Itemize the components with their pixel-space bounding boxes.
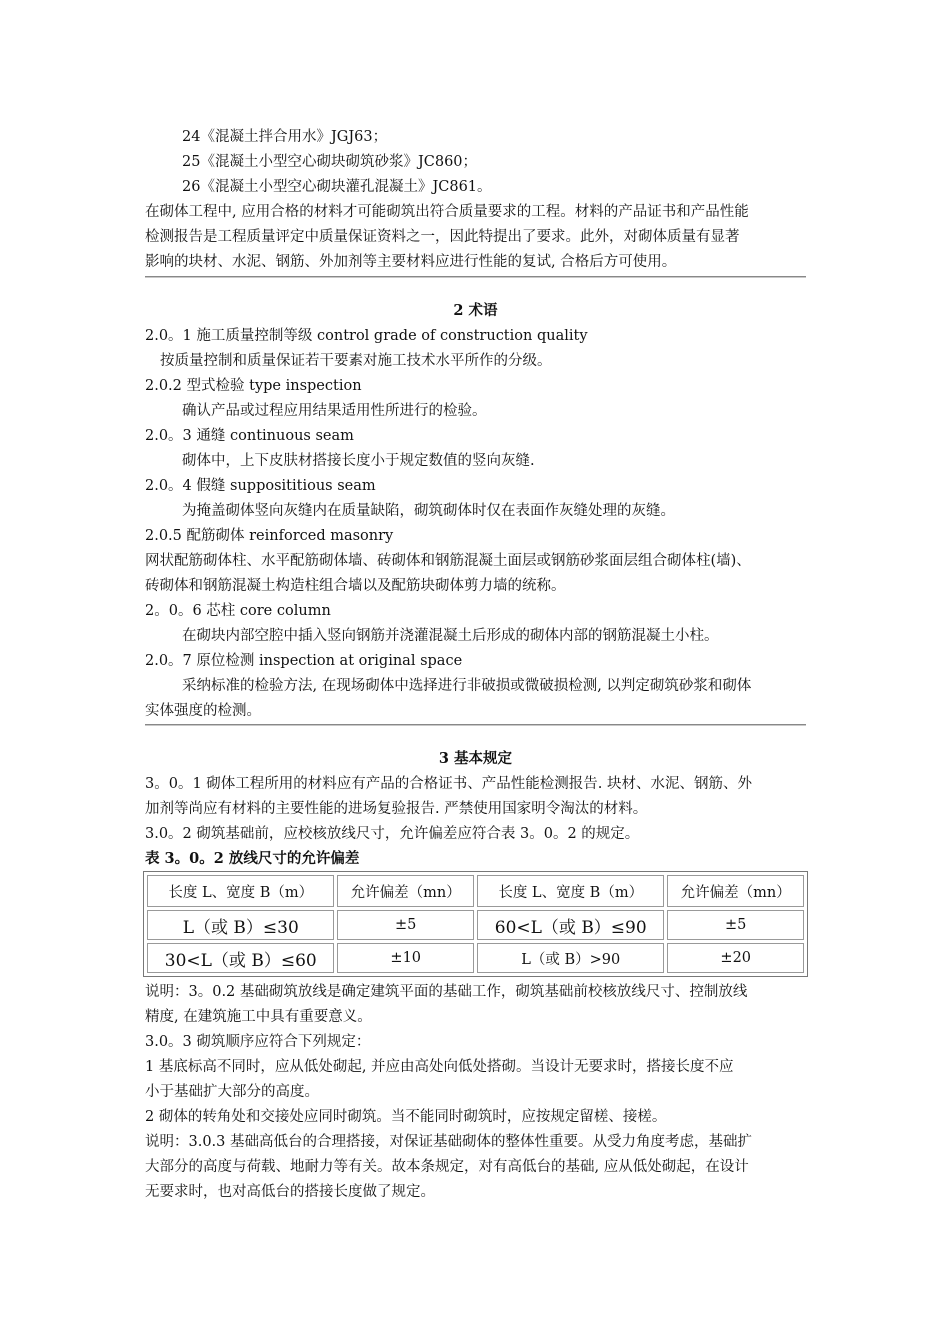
note-text: 大部分的高度与荷载、地耐力等有关。故本条规定，对有高低台的基础, 应从低处砌起，在设计	[145, 1159, 749, 1175]
table-header-cell: 允许偏差（mn）	[667, 875, 804, 907]
term-definition: 采纳标准的检验方法, 在现场砌体中选择进行非破损或微破损检测, 以判定砌筑砂浆和砌体	[182, 678, 752, 694]
table-cell: 30<L（或 B）≤60	[147, 943, 334, 973]
table-row	[147, 910, 804, 940]
table-header-row	[147, 875, 804, 907]
section-heading: 3 基本规定	[438, 750, 513, 767]
term-definition: 砌体中，上下皮肤材搭接长度小于规定数值的竖向灰缝.	[182, 453, 535, 469]
clause-item: 1 基底标高不同时，应从低处砌起, 并应由高处向低处搭砌。当设计无要求时，搭接长度不应	[145, 1059, 734, 1075]
term-title: 2.0.5 配筋砌体 reinforced masonry	[145, 528, 394, 544]
note-text: 无要求时，也对高低台的搭接长度做了规定。	[145, 1184, 435, 1200]
term-definition: 按质量控制和质量保证若干要素对施工技术水平所作的分级。	[160, 353, 552, 369]
section-divider	[145, 724, 806, 726]
table-cell: ±20	[667, 943, 804, 973]
table-header-cell: 长度 L、宽度 B（m）	[477, 875, 664, 907]
table-cell: ±5	[667, 910, 804, 940]
clause-text: 3.0。3 砌筑顺序应符合下列规定：	[145, 1034, 371, 1050]
term-title: 2.0.2 型式检验 type inspection	[145, 378, 362, 394]
clause-text: 加剂等尚应有材料的主要性能的进场复验报告. 严禁使用国家明令淘汰的材料。	[145, 801, 648, 817]
term-definition: 确认产品或过程应用结果适用性所进行的检验。	[182, 403, 487, 419]
term-definition: 为掩盖砌体竖向灰缝内在质量缺陷，砌筑砌体时仅在表面作灰缝处理的灰缝。	[182, 503, 675, 519]
tolerance-table	[143, 871, 808, 977]
note-text: 说明：3。0.2 基础砌筑放线是确定建筑平面的基础工作，砌筑基础前校核放线尺寸、控制放线	[145, 984, 748, 1000]
term-definition: 实体强度的检测。	[145, 703, 261, 719]
note-text: 精度, 在建筑施工中具有重要意义。	[145, 1009, 372, 1025]
intro-paragraph-line: 在砌体工程中, 应用合格的材料才可能砌筑出符合质量要求的工程。材料的产品证书和产品性能	[145, 204, 749, 220]
table-cell: ±10	[337, 943, 474, 973]
table-header-cell: 长度 L、宽度 B（m）	[147, 875, 334, 907]
term-title: 2.0。4 假缝 supposititious seam	[145, 478, 376, 494]
table-header-cell: 允许偏差（mn）	[337, 875, 474, 907]
clause-item: 2 砌体的转角处和交接处应同时砌筑。当不能同时砌筑时，应按规定留槎、接槎。	[145, 1109, 667, 1125]
table-cell: 60<L（或 B）≤90	[477, 910, 664, 940]
table-cell: L（或 B）>90	[477, 943, 664, 973]
clause-text: 3。0。1 砌体工程所用的材料应有产品的合格证书、产品性能检测报告. 块材、水泥、钢筋、外	[145, 776, 752, 792]
term-definition: 网状配筋砌体柱、水平配筋砌体墙、砖砌体和钢筋混凝土面层或钢筋砂浆面层组合砌体柱(墙)、	[145, 553, 751, 569]
reference-item: 25《混凝土小型空心砌块砌筑砂浆》JC860；	[182, 154, 478, 170]
intro-paragraph-line: 检测报告是工程质量评定中质量保证资料之一，因此特提出了要求。此外，对砌体质量有显著	[145, 229, 740, 245]
table-title: 表 3。0。2 放线尺寸的允许偏差	[145, 850, 360, 867]
section-divider	[145, 276, 806, 278]
reference-item: 26《混凝土小型空心砌块灌孔混凝土》JC861。	[182, 179, 492, 195]
intro-paragraph-line: 影响的块材、水泥、钢筋、外加剂等主要材料应进行性能的复试, 合格后方可使用。	[145, 254, 677, 270]
term-definition: 砖砌体和钢筋混凝土构造柱组合墙以及配筋块砌体剪力墙的统称。	[145, 578, 566, 594]
term-title: 2.0。7 原位检测 inspection at original space	[145, 653, 463, 669]
note-text: 说明：3.0.3 基础高低台的合理搭接，对保证基础砌体的整体性重要。从受力角度考虑，基础扩	[145, 1134, 752, 1150]
term-title: 2.0。3 通缝 continuous seam	[145, 428, 354, 444]
table-cell: L（或 B）≤30	[147, 910, 334, 940]
table-row	[147, 943, 804, 973]
clause-text: 3.0。2 砌筑基础前，应校核放线尺寸，允许偏差应符合表 3。0。2 的规定。	[145, 826, 640, 842]
term-title: 2。0。6 芯柱 core column	[145, 603, 331, 619]
term-title: 2.0。1 施工质量控制等级 control grade of construction quality	[145, 328, 588, 344]
term-definition: 在砌块内部空腔中插入竖向钢筋并浇灌混凝土后形成的砌体内部的钢筋混凝土小柱。	[182, 628, 719, 644]
clause-item: 小于基础扩大部分的高度。	[145, 1084, 319, 1100]
table-cell: ±5	[337, 910, 474, 940]
reference-item: 24《混凝土拌合用水》JGJ63；	[182, 129, 388, 145]
section-heading: 2 术语	[453, 302, 498, 319]
